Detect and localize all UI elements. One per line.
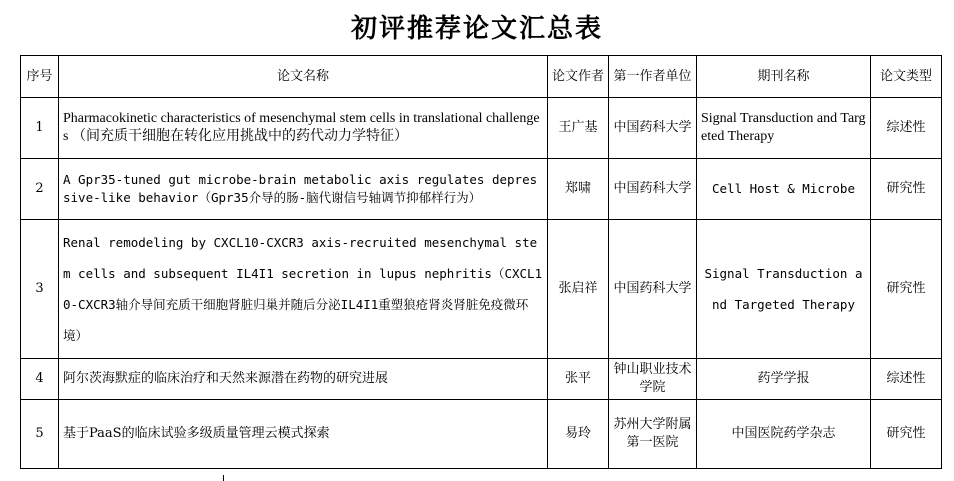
- table-row: [21, 159, 942, 220]
- paper-summary-table: [20, 55, 942, 469]
- row-paper: Pharmacokinetic characteristics of mesenchymal stem cells in translational challenges （间充质干细胞在转化应用挑战中的药代动力学特征）: [59, 98, 548, 159]
- row-author: 易玲: [548, 400, 609, 469]
- text-cursor-mark: [223, 475, 224, 481]
- row-paper: 阿尔茨海默症的临床治疗和天然来源潜在药物的研究进展: [59, 359, 548, 400]
- row-journal: Signal Transduction and Targeted Therapy: [697, 220, 871, 359]
- row-type: 综述性: [871, 359, 942, 400]
- row-journal: 中国医院药学杂志: [697, 400, 871, 469]
- row-unit: 钟山职业技术学院: [609, 359, 697, 400]
- header-unit: 第一作者单位: [609, 56, 697, 98]
- row-no: 2: [21, 159, 59, 220]
- row-unit: 中国药科大学: [609, 159, 697, 220]
- row-type: 研究性: [871, 400, 942, 469]
- row-paper: 基于PaaS的临床试验多级质量管理云模式探索: [59, 400, 548, 469]
- header-type: 论文类型: [871, 56, 942, 98]
- row-no: 5: [21, 400, 59, 469]
- page-title: 初评推荐论文汇总表: [350, 14, 603, 44]
- row-paper: Renal remodeling by CXCL10-CXCR3 axis-recruited mesenchymal stem cells and subsequent IL4I1 secretion in lupus nephritis（CXCL10-CXCR3轴介导间充质干细胞肾脏归巢并随后分泌IL4I1重塑狼疮肾炎肾脏免疫微环境）: [59, 220, 548, 359]
- row-journal: 药学学报: [697, 359, 871, 400]
- table-header-row: [21, 56, 942, 98]
- table-row: [21, 98, 942, 159]
- row-author: 郑啸: [548, 159, 609, 220]
- row-no: 3: [21, 220, 59, 359]
- row-author: 王广基: [548, 98, 609, 159]
- header-journal: 期刊名称: [697, 56, 871, 98]
- row-unit: 中国药科大学: [609, 220, 697, 359]
- header-author: 论文作者: [548, 56, 609, 98]
- row-type: 研究性: [871, 159, 942, 220]
- row-type: 综述性: [871, 98, 942, 159]
- table-row: [21, 359, 942, 400]
- row-type: 研究性: [871, 220, 942, 359]
- row-author: 张启祥: [548, 220, 609, 359]
- table-row: [21, 400, 942, 469]
- row-unit: 中国药科大学: [609, 98, 697, 159]
- row-journal: Cell Host & Microbe: [697, 159, 871, 220]
- row-unit: 苏州大学附属第一医院: [609, 400, 697, 469]
- row-paper: A Gpr35-tuned gut microbe-brain metabolic axis regulates depressive-like behavior（Gpr35介导的肠-脑代谢信号轴调节抑郁样行为）: [59, 159, 548, 220]
- header-paper: 论文名称: [59, 56, 548, 98]
- row-no: 1: [21, 98, 59, 159]
- row-journal: Signal Transduction and Targeted Therapy: [697, 98, 871, 159]
- header-no: 序号: [21, 56, 59, 98]
- table-row: [21, 220, 942, 359]
- row-author: 张平: [548, 359, 609, 400]
- row-no: 4: [21, 359, 59, 400]
